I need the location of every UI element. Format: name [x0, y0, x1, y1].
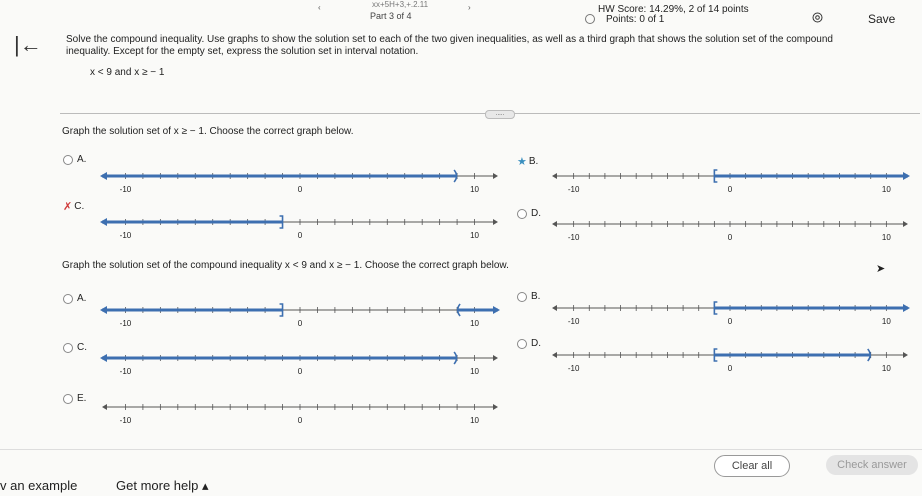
axis-arrow-left [102, 404, 107, 410]
points-label: Points: 0 of 1 [606, 14, 665, 25]
option-letter: C. [77, 342, 87, 353]
option-letter: B. [531, 291, 541, 302]
save-button[interactable]: Save [868, 12, 896, 26]
hw-score: HW Score: 14.29%, 2 of 14 points [598, 4, 749, 15]
view-example-link[interactable]: v an example [0, 478, 78, 493]
segment-arrow [493, 306, 500, 314]
tick-label: 10 [881, 317, 891, 326]
s1-option-d[interactable] [517, 208, 541, 219]
radio-icon[interactable] [63, 155, 73, 165]
tick-label: 0 [297, 185, 303, 194]
tick-label: 0 [727, 233, 733, 242]
part-label: Part 3 of 4 [370, 11, 412, 21]
number-line-s2-e [100, 399, 510, 429]
number-line-s1-d [550, 216, 920, 246]
header-top-partial: xx+5H+3,+.2.11 [372, 0, 429, 9]
section1-prompt: Graph the solution set of x ≥ − 1. Choose the correct graph below. [62, 126, 354, 137]
s1-option-a[interactable] [63, 154, 86, 165]
option-letter: A. [77, 154, 87, 165]
option-letter: E. [77, 393, 87, 404]
number-line-s1-c [100, 214, 510, 244]
next-part-icon[interactable]: › [468, 3, 471, 12]
option-letter: C. [74, 201, 85, 212]
number-line-s2-c [100, 350, 510, 380]
axis-arrow-right [493, 219, 498, 225]
tick-label: 10 [881, 185, 891, 194]
check-answer-button[interactable]: Check answer [826, 455, 918, 475]
instructions-line-2: inequality. Except for the empty set, express the solution set in interval notation. [66, 46, 419, 57]
tick-label: 10 [470, 185, 479, 194]
radio-icon[interactable] [517, 339, 527, 349]
tick-label: 0 [727, 317, 733, 326]
mouse-cursor-icon: ➤ [876, 263, 886, 275]
tick-label: 10 [470, 367, 479, 376]
tick-label: 0 [297, 319, 303, 328]
tick-label: -10 [567, 233, 580, 242]
number-line-s2-d [550, 347, 920, 377]
s2-option-a[interactable] [63, 293, 86, 304]
tick-label: -10 [119, 319, 132, 328]
number-line-s1-a [100, 168, 510, 198]
tick-label: -10 [119, 231, 132, 240]
tick-label: -10 [119, 416, 132, 425]
tick-label: -10 [119, 185, 132, 194]
s2-option-c[interactable] [63, 342, 87, 353]
radio-icon[interactable] [63, 343, 73, 353]
tick-label: 0 [297, 416, 303, 425]
points-circle-icon [585, 14, 595, 24]
prev-part-icon[interactable]: ‹ [318, 3, 321, 12]
number-line-s2-a [100, 302, 510, 332]
segment-arrow [903, 172, 910, 180]
segment-arrow [100, 218, 107, 226]
tick-label: 0 [727, 185, 733, 194]
tick-label: -10 [567, 317, 580, 326]
back-arrow-icon[interactable]: |← [14, 32, 42, 57]
expand-more-button[interactable]: ..... [485, 110, 515, 119]
s1-option-b[interactable] [517, 155, 538, 168]
option-letter: A. [77, 293, 87, 304]
s2-option-e[interactable] [63, 393, 86, 404]
axis-arrow-left [552, 352, 557, 358]
option-letter: D. [531, 338, 541, 349]
number-line-s1-b [550, 168, 920, 198]
radio-icon[interactable] [63, 294, 73, 304]
axis-arrow-right [903, 221, 908, 227]
incorrect-x-icon: ✗ [63, 201, 73, 213]
clear-all-button[interactable]: Clear all [714, 455, 790, 477]
axis-arrow-right [903, 352, 908, 358]
axis-arrow-left [552, 221, 557, 227]
axis-arrow-left [552, 305, 557, 311]
number-line-s2-b [550, 300, 920, 330]
tick-label: -10 [567, 185, 580, 194]
tick-label: 10 [881, 364, 891, 373]
tick-label: 0 [297, 367, 303, 376]
tick-label: -10 [567, 364, 580, 373]
footer-divider [0, 449, 922, 450]
axis-arrow-right [493, 404, 498, 410]
get-more-help-button[interactable]: Get more help ▴ [116, 478, 209, 493]
s2-option-d[interactable] [517, 338, 541, 349]
segment-arrow [100, 172, 107, 180]
tick-label: -10 [119, 367, 132, 376]
option-letter: D. [531, 208, 541, 219]
tick-label: 10 [470, 319, 479, 328]
segment-arrow [100, 306, 107, 314]
tick-label: 10 [881, 233, 891, 242]
axis-arrow-left [552, 173, 557, 179]
radio-icon[interactable] [517, 209, 527, 219]
segment-arrow [903, 304, 910, 312]
s1-option-c[interactable] [63, 200, 84, 213]
option-letter: B. [528, 156, 539, 167]
section2-prompt: Graph the solution set of the compound inequality x < 9 and x ≥ − 1. Choose the correct graph below. [62, 260, 509, 271]
correct-star-icon: ★ [517, 156, 527, 168]
instructions-line-1: Solve the compound inequality. Use graphs to show the solution set to each of the two given inequalities, as well as a third graph that shows the solution set of the compound [66, 34, 833, 45]
segment-arrow [100, 354, 107, 362]
compound-inequality: x < 9 and x ≥ − 1 [90, 67, 165, 78]
tick-label: 0 [727, 364, 733, 373]
radio-icon[interactable] [517, 292, 527, 302]
radio-icon[interactable] [63, 394, 73, 404]
tick-label: 0 [297, 231, 303, 240]
axis-arrow-right [493, 355, 498, 361]
settings-gear-icon[interactable] [812, 10, 823, 21]
axis-arrow-right [493, 173, 498, 179]
s2-option-b[interactable] [517, 291, 540, 302]
tick-label: 10 [470, 231, 479, 240]
tick-label: 10 [470, 416, 479, 425]
